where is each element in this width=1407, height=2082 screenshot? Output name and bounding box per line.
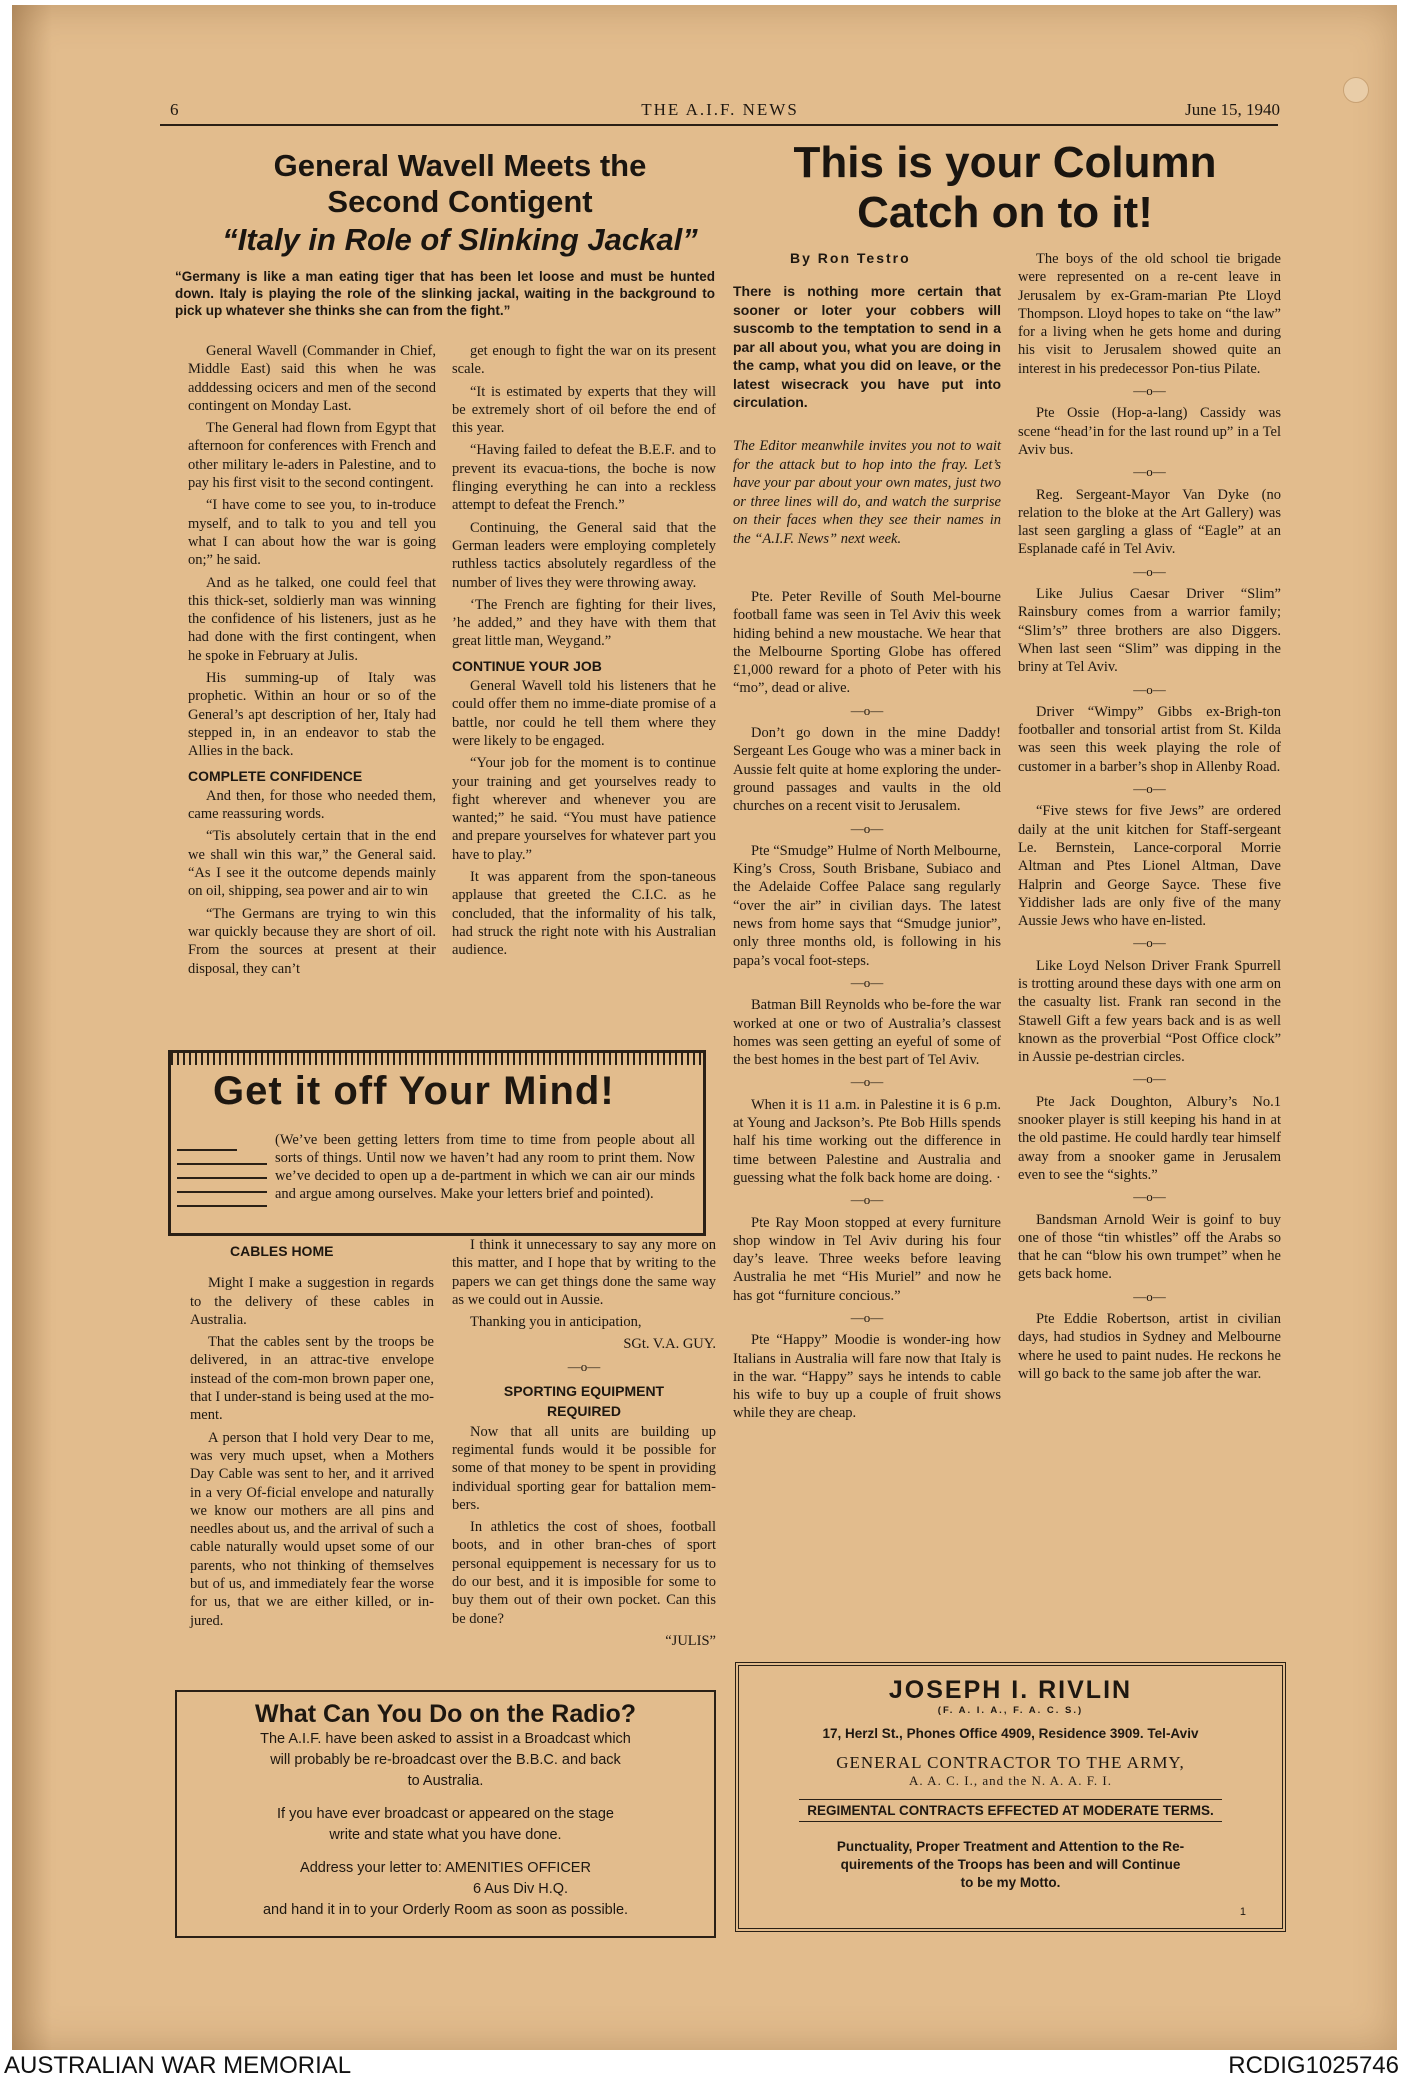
wavell-title-line1: General Wavell Meets the [273,148,647,183]
separator: —o— [1133,781,1166,797]
list-item: The boys of the old school tie brigade were represented on a re-cent leave in Jerusalem by ex-Gram-marian Pte Lloyd Thompson. Lloyd hopes to take on “the law” for a living when he gets home and during his visit to Jerusalem showed quite an interest in his predecessor Pon-tius Pilate. [1018,251,1281,377]
paragraph: “Tis absolutely certain that in the end we shall win this war,” the General said. “As I see it the outcome depends mainly on oil, shipping, sea power and air to win [188,828,436,900]
advertiser-qualifications: (F. A. I. A., F. A. C. S.) [937,1705,1084,1716]
radio-line: Address your letter to: AMENITIES OFFICER [300,1860,591,1876]
wavell-title-line3: “Italy in Role of Slinking Jackal” [222,222,698,257]
separator: —o— [1133,383,1166,399]
list-item: Like Julius Caesar Driver “Slim” Rainsbury comes from a warrior family; “Slim’s” three brothers are also Diggers. When last seen “Slim” was dipping in the briny at Tel Aviv. [1018,586,1281,676]
list-item: Pte “Smudge” Hulme of North Melbourne, King’s Cross, South Brisbane, Subiaco and the Adelaide Coffee Palace sang regularly “over the air” in civilian days. The latest news from home says that “Smudge junior”, only three months old, is following in his papa’s vocal foot-steps. [733,842,1001,969]
list-item: Pte Ossie (Hop-a-lang) Cassidy was scene “head’in for the last round up” in a Tel Aviv bus. [1018,405,1281,458]
separator: —o— [850,1192,884,1208]
advertiser-motto-1: Punctuality, Proper Treatment and Attention to the Re- [836,1839,1185,1854]
decorative-line [177,1205,267,1207]
sport-title-2: REQUIRED [547,1403,621,1420]
header-rule [160,124,1278,126]
letter-signature: “JULIS” [665,1632,716,1649]
list-item: Pte Jack Doughton, Albury’s No.1 snooker player is still keeping his hand in at the old pastime. He could hardly tear himself away from a snooker game in Jerusalem even to see the “sights.” [1018,1093,1281,1183]
letters-column-2 [452,1236,716,1654]
separator: —o— [850,974,884,990]
separator: —o— [1133,1189,1166,1205]
paragraph: General Wavell (Commander in Chief, Middle East) said this when he was adddessing ocicers and men of the second contingent on Monday Last. [188,343,436,414]
wavell-title-line2: Second Contigent [327,184,593,219]
advertiser-motto-3: to be my Motto. [960,1875,1061,1890]
paragraph: Now that all units are building up regimental funds would it be possible for some of that money to be spent in providing individual sporting gear for battalion mem-bers. [452,1423,716,1513]
paragraph: “Your job for the moment is to continue your training and get yourselves ready to fight wherever and whenever you are wanted;” he said. “You must have patience and prepare yourselves for whatever part you have to play.” [452,755,716,863]
advertiser-name: JOSEPH I. RIVLIN [888,1676,1133,1704]
separator: —o— [850,702,884,718]
separator: —o— [1133,681,1166,697]
list-item: “Five stews for five Jews” are ordered daily at the unit kitchen for Staff-sergeant Le. Bernstein, Lance-corporal Morrie Altman and Ptes Lionel Altman, Dave Halprin and George Sayce. These five Yiddisher lads are only five of the many Aussie Jews who have en-listed. [1018,803,1281,930]
wavell-column-1 [188,342,436,982]
decorative-line [177,1191,267,1193]
paragraph: “It is estimated by experts that they will be extremely short of oil before the end of this year. [452,383,716,437]
editor-note: The Editor meanwhile invites you not to wait for the attack but to hop into the fray. Let’s have your par about your own mates, just two or three lines will do, and watch the surprise on their faces when they see their names in the “A.I.F. News” next week. [733,438,1001,547]
running-header [160,100,1280,122]
mind-intro: (We’ve been getting letters from time to time from people about all sorts of things. Until now we haven’t had any room to print them. Now we’ve decided to open up a de-partment in which we can air our minds and argue among ourselves. Make your letters brief and pointed). [275,1132,695,1202]
paragraph: That the cables sent by the troops be delivered, in an attrac-tive envelope instead of the com-mon brown paper one, that I under-stand is being used at the mo-ment. [190,1334,434,1424]
column-title-line2: Catch on to it! [857,188,1153,237]
decorative-line [177,1149,237,1151]
radio-title: What Can You Do on the Radio? [255,1700,636,1728]
column-items-mid [733,588,1001,1427]
radio-line: will probably be re-broadcast over the B.B.C. and back [270,1752,621,1768]
paragraph: And then, for those who needed them, came reassuring words. [188,787,436,823]
list-item: When it is 11 a.m. in Palestine it is 6 p.m. at Young and Jackson’s. Pte Bob Hills spends half his time working out the difference in time between Palestine and Australia and guessing what the folk back home are doing. · [733,1096,1001,1186]
paper-title: THE A.I.F. NEWS [641,100,799,119]
advertiser-address: 17, Herzl St., Phones Office 4909, Residence 3909. Tel-Aviv [822,1726,1199,1741]
separator: —o— [1133,563,1166,579]
separator: —o— [850,820,884,836]
archive-id: RCDIG1025746 [1228,2052,1399,2079]
paragraph: Thanking you in anticipation, [470,1314,642,1331]
cables-title: CABLES HOME [230,1243,334,1259]
sport-title-1: SPORTING EQUIPMENT [503,1383,665,1400]
list-item: Pte. Peter Reville of South Mel-bourne football fame was seen in Tel Aviv this week hiding behind a new moustache. We hear that the Melbourne Sporting Globe has offered £1,000 reward for a photo of Peter with his “mo”, dead or alive. [733,589,1001,697]
separator: —o— [850,1074,884,1090]
separator: —o— [1133,464,1166,480]
paragraph: It was apparent from the spon-taneous applause that greeted the C.I.C. as he concluded, that the informality of his talk, had struck the right note with his Australian audience. [452,869,716,959]
radio-line: 6 Aus Div H.Q. [472,1881,569,1897]
paragraph: Might I make a suggestion in regards to the delivery of these cables in Australia. [190,1275,434,1328]
mind-title: Get it off Your Mind! [213,1069,615,1113]
separator: —o— [1133,1288,1166,1304]
list-item: Like Loyd Nelson Driver Frank Spurrell is trotting around these days with one arm on the casualty list. Frank ran second in the Stawell Gift a few years back and is as well known as the proverbial “Post Office clock” in Aussie pe-destrian circles. [1018,957,1281,1066]
radio-line: The A.I.F. have been asked to assist in a Broadcast which [260,1731,631,1747]
radio-line: and hand it in to your Orderly Room as soon as possible. [262,1902,629,1918]
paragraph: “The Germans are trying to win this war quickly because they are short of oil. From the sources at present at their disposal, they can’t [188,905,436,977]
archive-name: AUSTRALIAN WAR MEMORIAL [4,2052,352,2079]
paragraph: “I have come to see you, to in-troduce myself, and to talk to you and tell you what I can about how the war is going on;” he said. [188,497,436,569]
list-item: Pte “Happy” Moodie is wonder-ing how Italians in Australia will fare now that Italy is in the war. “Happy” says he intends to cable his wife to buy up a couple of fruit shows while they are cheap. [733,1332,1001,1422]
list-item: Pte Ray Moon stopped at every furniture shop window in Tel Aviv during his four day’s leave. Three weeks before leaving Australia he met “His Muriel” and now he has got “furniture concious.” [733,1214,1001,1304]
paragraph: His summing-up of Italy was prophetic. Within an hour or so of the General’s apt description of her, Italy had stepped in, in an endeavor to stab the Allies in the back. [188,670,436,760]
paragraph: And as he talked, one could feel that this thick-set, soldierly man was winning the confidence of his listeners, just as he had done with the first contingent, when he spoke in February at Julis. [188,574,436,664]
decorative-line [177,1163,267,1165]
torn-corner [1343,77,1369,103]
radio-line: to Australia. [407,1773,484,1789]
radio-notice [175,1690,716,1938]
paragraph: ‘The French are fighting for their lives, ’he added,” and they have with them that great little man, Weygand.” [452,596,716,650]
paragraph: Continuing, the General said that the German leaders were employing completely ruthless tactics absolutely regardless of the number of lives they were throwing away. [452,519,716,591]
radio-line: If you have ever broadcast or appeared on the stage [277,1806,614,1822]
archive-credit-bar [0,2050,1407,2082]
rivlin-advert [735,1662,1286,1932]
separator: —o— [1133,935,1166,951]
paragraph: get enough to fight the war on its present scale. [452,343,716,378]
separator: —o— [567,1358,601,1374]
paragraph: General Wavell told his listeners that he could offer them no imme-diate promise of a battle, nor could he tell them where they were likely to be engaged. [452,678,716,749]
advertiser-contracts: REGIMENTAL CONTRACTS EFFECTED AT MODERATE TERMS. [799,1799,1222,1822]
column-title-line1: This is your Column [793,138,1217,187]
paragraph: In athletics the cost of shoes, football boots, and in other bran-ches of sport personal equippement is necessary for us to do our best, and it is imposible for some to buy them out of their own pocket. Can this be done? [452,1519,716,1627]
decorative-line [177,1177,267,1179]
separator: —o— [850,1309,884,1325]
list-item: Bandsman Arnold Weir is goinf to buy one of those “tin whistles” off the Arabs so that he can “blow his own trumpet” when he gets back home. [1018,1211,1281,1283]
list-item: Reg. Sergeant-Mayor Van Dyke (no relation to the bloke at the Art Gallery) was last seen gargling a glass of “Eagle” at an Esplanade café in Tel Aviv. [1018,486,1281,558]
list-item: Don’t go down in the mine Daddy! Sergeant Les Gouge who was a miner back in Aussie felt quite at home exploring the under-ground passages and vaults in the old churches on a recent visit to Jerusalem. [733,725,1001,815]
paragraph: The General had flown from Egypt that afternoon for conferences with French and other military le-aders in Palestine, and to pay his first visit to the second contingent. [188,420,436,492]
advertiser-role: GENERAL CONTRACTOR TO THE ARMY, [836,1753,1185,1772]
page-fold-shadow [12,5,52,2050]
page-number: 6 [170,100,179,119]
paragraph: “Having failed to defeat the B.E.F. and to prevent its evacua-tions, the boche is now flinging everything he can into a reckless attempt to defeat the French.” [452,442,716,514]
list-item: Batman Bill Reynolds who be-fore the war worked at one or two of Australia’s classest homes was seen getting an eyeful of some of the best homes in the best part of Tel Aviv. [733,997,1001,1069]
advertiser-motto-2: quirements of the Troops has been and will Continue [840,1857,1181,1872]
column-headline [730,138,1280,238]
decorative-comb [171,1053,703,1065]
cables-column [190,1236,434,1634]
subhead-confidence: COMPLETE CONFIDENCE [188,767,363,784]
column-items-right [1018,250,1281,1387]
column-intro: There is nothing more certain that sooner or loter your cobbers will suscomb to the temptation to send in a par all about you, what you are doing in the camp, what you did on leave, or the latest wisecrack you have put into circulation. [733,283,1001,410]
wavell-headline [180,148,740,260]
wavell-deck: “Germany is like a man eating tiger that has been let loose and must be hunted down. Italy is playing the role of the slinking jackal, waiting in the background to pick up whatever she thinks she can from the fight.” [175,269,715,318]
advertiser-clients: A. A. C. I., and the N. A. A. F. I. [909,1773,1112,1788]
list-item: Driver “Wimpy” Gibbs ex-Brigh-ton footballer and tonsorial artist from St. Kilda was seen this week playing the role of customer in a barber’s shop in Allenby Road. [1018,703,1281,775]
paragraph: I think it unnecessary to say any more on this matter, and I hope that by writing to the papers we can get things done the same way as we could out in Aussie. [452,1237,716,1308]
list-item: Pte Eddie Robertson, artist in civilian days, had studios in Sydney and Melbourne where he used to paint nudes. He reckons he will go back to the same job after the war. [1018,1311,1281,1382]
radio-line: write and state what you have done. [329,1827,562,1843]
subhead-continue: CONTINUE YOUR JOB [452,657,602,674]
issue-date: June 15, 1940 [1185,100,1280,119]
letter-signature: SGt. V.A. GUY. [623,1336,716,1353]
byline: By Ron Testro [790,250,911,266]
separator: —o— [1133,1071,1166,1087]
mind-banner [168,1050,706,1236]
paragraph: A person that I hold very Dear to me, was very much upset, when a Mothers Day Cable was sent to her, and it arrived in a very Of-ficial envelope and naturally we know our mothers are all pins and needles about us, and the arrival of such a cable naturally would upset some of our parents, who not thinking of themselves but of us, and immediately fear the worse for us, that we are either killed, or in-jured. [190,1429,434,1629]
wavell-column-2 [452,342,716,964]
advert-number: 1 [1239,1906,1246,1918]
